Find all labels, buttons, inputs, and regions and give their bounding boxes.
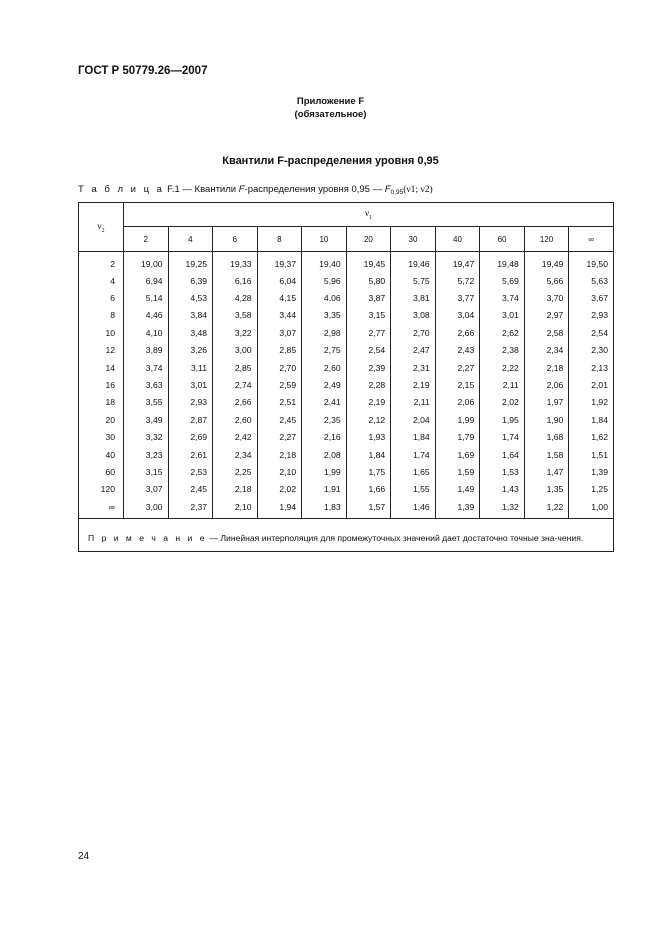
row-label: ∞: [79, 498, 124, 519]
table-cell: 5,69: [480, 272, 525, 289]
table-cell: 1,49: [435, 481, 480, 498]
row-label: 14: [79, 359, 124, 376]
table-cell: 1,90: [524, 411, 569, 428]
row-label: 4: [79, 272, 124, 289]
row-header-symbol: $\nu_2$: [97, 220, 105, 234]
table-cell: 3,04: [435, 307, 480, 324]
caption-prefix: Т а б л и ц а: [78, 184, 165, 195]
caption-italic-f: F: [238, 184, 245, 195]
table-cell: 2,43: [435, 342, 480, 359]
row-label: 20: [79, 411, 124, 428]
page-number: 24: [78, 851, 90, 862]
table-cell: 2,69: [168, 429, 213, 446]
table-cell: 2,66: [213, 394, 258, 411]
table-cell: 2,10: [213, 498, 258, 519]
table-cell: 2,93: [569, 307, 614, 324]
table-cell: 2,01: [569, 376, 614, 393]
caption-text-after: -распределения уровня 0,95 —: [244, 184, 385, 195]
column-header: 2: [124, 227, 169, 252]
table-cell: 3,48: [168, 324, 213, 341]
table-cell: 1,74: [480, 429, 525, 446]
table-row: [79, 498, 614, 519]
row-label: 30: [79, 429, 124, 446]
table-row: [79, 359, 614, 376]
caption-symbol-args: (ν1; ν2): [403, 185, 433, 195]
table-cell: 2,62: [480, 324, 525, 341]
table-cell: 2,25: [213, 463, 258, 480]
column-header: 10: [302, 227, 347, 252]
table-cell: 1,00: [569, 498, 614, 519]
table-cell: 5,66: [524, 272, 569, 289]
row-label: 2: [79, 252, 124, 273]
table-cell: 1,83: [302, 498, 347, 519]
table-cell: 1,47: [524, 463, 569, 480]
table-cell: 1,51: [569, 446, 614, 463]
table-cell: 3,44: [257, 307, 302, 324]
table-cell: 19,49: [524, 252, 569, 273]
table-cell: 2,27: [257, 429, 302, 446]
table-cell: 1,55: [391, 481, 436, 498]
table-cell: 1,84: [569, 411, 614, 428]
table-cell: 2,85: [257, 342, 302, 359]
table-cell: 3,00: [124, 498, 169, 519]
table-cell: 1,99: [435, 411, 480, 428]
table-body: [79, 252, 614, 519]
table-cell: 3,49: [124, 411, 169, 428]
table-cell: 3,87: [346, 289, 391, 306]
section-title: Квантили F-распределения уровня 0,95: [222, 155, 439, 167]
table-cell: 2,10: [257, 463, 302, 480]
table-cell: 3,01: [480, 307, 525, 324]
row-label: 16: [79, 376, 124, 393]
table-cell: 1,39: [569, 463, 614, 480]
table-cell: 3,32: [124, 429, 169, 446]
column-header: 30: [391, 227, 436, 252]
table-row: [79, 289, 614, 306]
table-cell: 19,25: [168, 252, 213, 273]
caption-symbol-f: F: [384, 184, 391, 195]
table-cell: 1,99: [302, 463, 347, 480]
table-row: [79, 394, 614, 411]
table-cell: 2,16: [302, 429, 347, 446]
table-cell: 1,62: [569, 429, 614, 446]
table-cell: 2,41: [302, 394, 347, 411]
table-row: [79, 446, 614, 463]
table-cell: 2,02: [480, 394, 525, 411]
table-cell: 1,97: [524, 394, 569, 411]
table-row: [79, 411, 614, 428]
table-cell: 2,93: [168, 394, 213, 411]
row-label: 6: [79, 289, 124, 306]
table-cell: 3,63: [124, 376, 169, 393]
table-cell: 1,93: [346, 429, 391, 446]
table-cell: 3,74: [124, 359, 169, 376]
table-cell: 1,59: [435, 463, 480, 480]
table-cell: 19,50: [569, 252, 614, 273]
row-label: 10: [79, 324, 124, 341]
table-cell: 3,81: [391, 289, 436, 306]
table-cell: 19,33: [213, 252, 258, 273]
table-cell: 2,28: [346, 376, 391, 393]
table-cell: 2,12: [346, 411, 391, 428]
column-header: 6: [213, 227, 258, 252]
row-label: 8: [79, 307, 124, 324]
table-cell: 5,72: [435, 272, 480, 289]
table-cell: 4,15: [257, 289, 302, 306]
table-cell: 3,35: [302, 307, 347, 324]
table-cell: 1,57: [346, 498, 391, 519]
table-cell: 1,69: [435, 446, 480, 463]
table-cell: 2,39: [346, 359, 391, 376]
table-cell: 19,00: [124, 252, 169, 273]
row-label: 60: [79, 463, 124, 480]
table-cell: 3,58: [213, 307, 258, 324]
quantile-table: [78, 202, 614, 552]
column-header: 60: [480, 227, 525, 252]
row-label: 40: [79, 446, 124, 463]
table-cell: 2,45: [168, 481, 213, 498]
table-cell: 19,47: [435, 252, 480, 273]
table-cell: 19,40: [302, 252, 347, 273]
table-cell: 2,42: [213, 429, 258, 446]
table-caption: [78, 184, 433, 196]
table-cell: 2,19: [391, 376, 436, 393]
col-header-v1: [124, 203, 614, 227]
table-cell: 19,46: [391, 252, 436, 273]
table-cell: 1,79: [435, 429, 480, 446]
table-cell: 2,70: [391, 324, 436, 341]
table-cell: 3,70: [524, 289, 569, 306]
caption-number: F.1: [167, 184, 180, 195]
table-cell: 2,18: [524, 359, 569, 376]
table-cell: 1,22: [524, 498, 569, 519]
table-cell: 2,58: [524, 324, 569, 341]
table-cell: 1,95: [480, 411, 525, 428]
table-cell: 1,94: [257, 498, 302, 519]
table-cell: 4,10: [124, 324, 169, 341]
column-header: 8: [257, 227, 302, 252]
table-cell: 3,15: [124, 463, 169, 480]
table-cell: 2,02: [257, 481, 302, 498]
table-cell: 1,91: [302, 481, 347, 498]
table-cell: 5,96: [302, 272, 347, 289]
table-cell: 3,23: [124, 446, 169, 463]
caption-text-before: — Квантили: [182, 184, 239, 195]
table-cell: 2,35: [302, 411, 347, 428]
table-cell: 19,37: [257, 252, 302, 273]
table-cell: 2,97: [524, 307, 569, 324]
table-row: [79, 342, 614, 359]
row-header-v2: [79, 203, 124, 252]
table-cell: 5,14: [124, 289, 169, 306]
table-row: [79, 252, 614, 273]
caption-symbol-sub: 0,95: [390, 189, 404, 196]
row-label: 12: [79, 342, 124, 359]
table-note: [79, 519, 614, 552]
table-cell: 2,04: [391, 411, 436, 428]
table-cell: 3,15: [346, 307, 391, 324]
table-row: [79, 481, 614, 498]
annex-heading: [0, 95, 661, 121]
document-id: ГОСТ Р 50779.26—2007: [78, 65, 208, 77]
table-cell: 2,11: [480, 376, 525, 393]
table-cell: 4,46: [124, 307, 169, 324]
table-cell: 3,00: [213, 342, 258, 359]
table-cell: 2,54: [346, 342, 391, 359]
table-cell: 1,53: [480, 463, 525, 480]
table-cell: 2,19: [346, 394, 391, 411]
table-cell: 3,84: [168, 307, 213, 324]
table-cell: 1,68: [524, 429, 569, 446]
table-cell: 2,31: [391, 359, 436, 376]
table-cell: 1,43: [480, 481, 525, 498]
table-cell: 2,06: [524, 376, 569, 393]
table-cell: 1,39: [435, 498, 480, 519]
table-cell: 2,59: [257, 376, 302, 393]
table-cell: 2,61: [168, 446, 213, 463]
table-cell: 2,85: [213, 359, 258, 376]
table-cell: 6,94: [124, 272, 169, 289]
table-cell: 5,80: [346, 272, 391, 289]
table-cell: 2,66: [435, 324, 480, 341]
table-cell: 1,75: [346, 463, 391, 480]
table-cell: 2,51: [257, 394, 302, 411]
column-header: ∞: [569, 227, 614, 252]
table-cell: 1,92: [569, 394, 614, 411]
table-cell: 6,04: [257, 272, 302, 289]
col-header-symbol: $\nu_1$: [364, 208, 373, 221]
table-cell: 1,58: [524, 446, 569, 463]
annex-title: Приложение F: [296, 96, 365, 107]
table-cell: 2,47: [391, 342, 436, 359]
table-cell: 2,18: [213, 481, 258, 498]
table-cell: 1,84: [391, 429, 436, 446]
table-cell: 2,70: [257, 359, 302, 376]
table-row: [79, 376, 614, 393]
table-cell: 2,60: [302, 359, 347, 376]
table-cell: 1,65: [391, 463, 436, 480]
table-cell: 1,64: [480, 446, 525, 463]
table-cell: 2,49: [302, 376, 347, 393]
table-cell: 2,15: [435, 376, 480, 393]
table-row: [79, 463, 614, 480]
table-cell: 1,74: [391, 446, 436, 463]
table-cell: 2,34: [213, 446, 258, 463]
table-cell: 2,77: [346, 324, 391, 341]
table-cell: 6,39: [168, 272, 213, 289]
table-cell: 2,11: [391, 394, 436, 411]
table-cell: 1,35: [524, 481, 569, 498]
table-cell: 2,60: [213, 411, 258, 428]
table-row: [79, 429, 614, 446]
table-cell: 3,77: [435, 289, 480, 306]
column-header: 20: [346, 227, 391, 252]
column-header-row: [79, 227, 614, 252]
table-cell: 2,37: [168, 498, 213, 519]
table-cell: 2,30: [569, 342, 614, 359]
table-cell: 2,22: [480, 359, 525, 376]
table-cell: 2,87: [168, 411, 213, 428]
table-cell: 3,26: [168, 342, 213, 359]
annex-status: (обязательное): [294, 109, 367, 120]
table-cell: 5,75: [391, 272, 436, 289]
table-row: [79, 307, 614, 324]
table-cell: 2,06: [435, 394, 480, 411]
table-cell: 3,67: [569, 289, 614, 306]
column-header: 40: [435, 227, 480, 252]
table-cell: 2,45: [257, 411, 302, 428]
table-cell: 6,16: [213, 272, 258, 289]
note-label: П р и м е ч а н и е: [88, 533, 208, 544]
table-cell: 2,34: [524, 342, 569, 359]
note-text: — Линейная интерполяция для промежуточных значений дает достаточно точные зна-чения.: [209, 533, 584, 544]
table-cell: 3,07: [124, 481, 169, 498]
table-cell: 3,01: [168, 376, 213, 393]
table-cell: 2,54: [569, 324, 614, 341]
table-row: [79, 272, 614, 289]
table-cell: 3,22: [213, 324, 258, 341]
table-cell: 4,06: [302, 289, 347, 306]
table-cell: 3,74: [480, 289, 525, 306]
table-cell: 1,46: [391, 498, 436, 519]
table-cell: 3,55: [124, 394, 169, 411]
table-cell: 4,28: [213, 289, 258, 306]
table-cell: 1,25: [569, 481, 614, 498]
table-cell: 2,75: [302, 342, 347, 359]
table-cell: 3,11: [168, 359, 213, 376]
column-header: 120: [524, 227, 569, 252]
table-cell: 1,32: [480, 498, 525, 519]
table-cell: 2,53: [168, 463, 213, 480]
table-cell: 3,89: [124, 342, 169, 359]
table-cell: 1,66: [346, 481, 391, 498]
table-cell: 19,48: [480, 252, 525, 273]
table-row: [79, 324, 614, 341]
table-cell: 5,63: [569, 272, 614, 289]
table-cell: 2,74: [213, 376, 258, 393]
column-header: 4: [168, 227, 213, 252]
table-cell: 3,07: [257, 324, 302, 341]
table-cell: 2,38: [480, 342, 525, 359]
table-cell: 2,98: [302, 324, 347, 341]
table-cell: 4,53: [168, 289, 213, 306]
table-cell: 19,45: [346, 252, 391, 273]
table-cell: 2,27: [435, 359, 480, 376]
table-cell: 2,13: [569, 359, 614, 376]
table-cell: 2,08: [302, 446, 347, 463]
table-cell: 3,08: [391, 307, 436, 324]
row-label: 120: [79, 481, 124, 498]
table-cell: 2,18: [257, 446, 302, 463]
table-cell: 1,84: [346, 446, 391, 463]
row-label: 18: [79, 394, 124, 411]
